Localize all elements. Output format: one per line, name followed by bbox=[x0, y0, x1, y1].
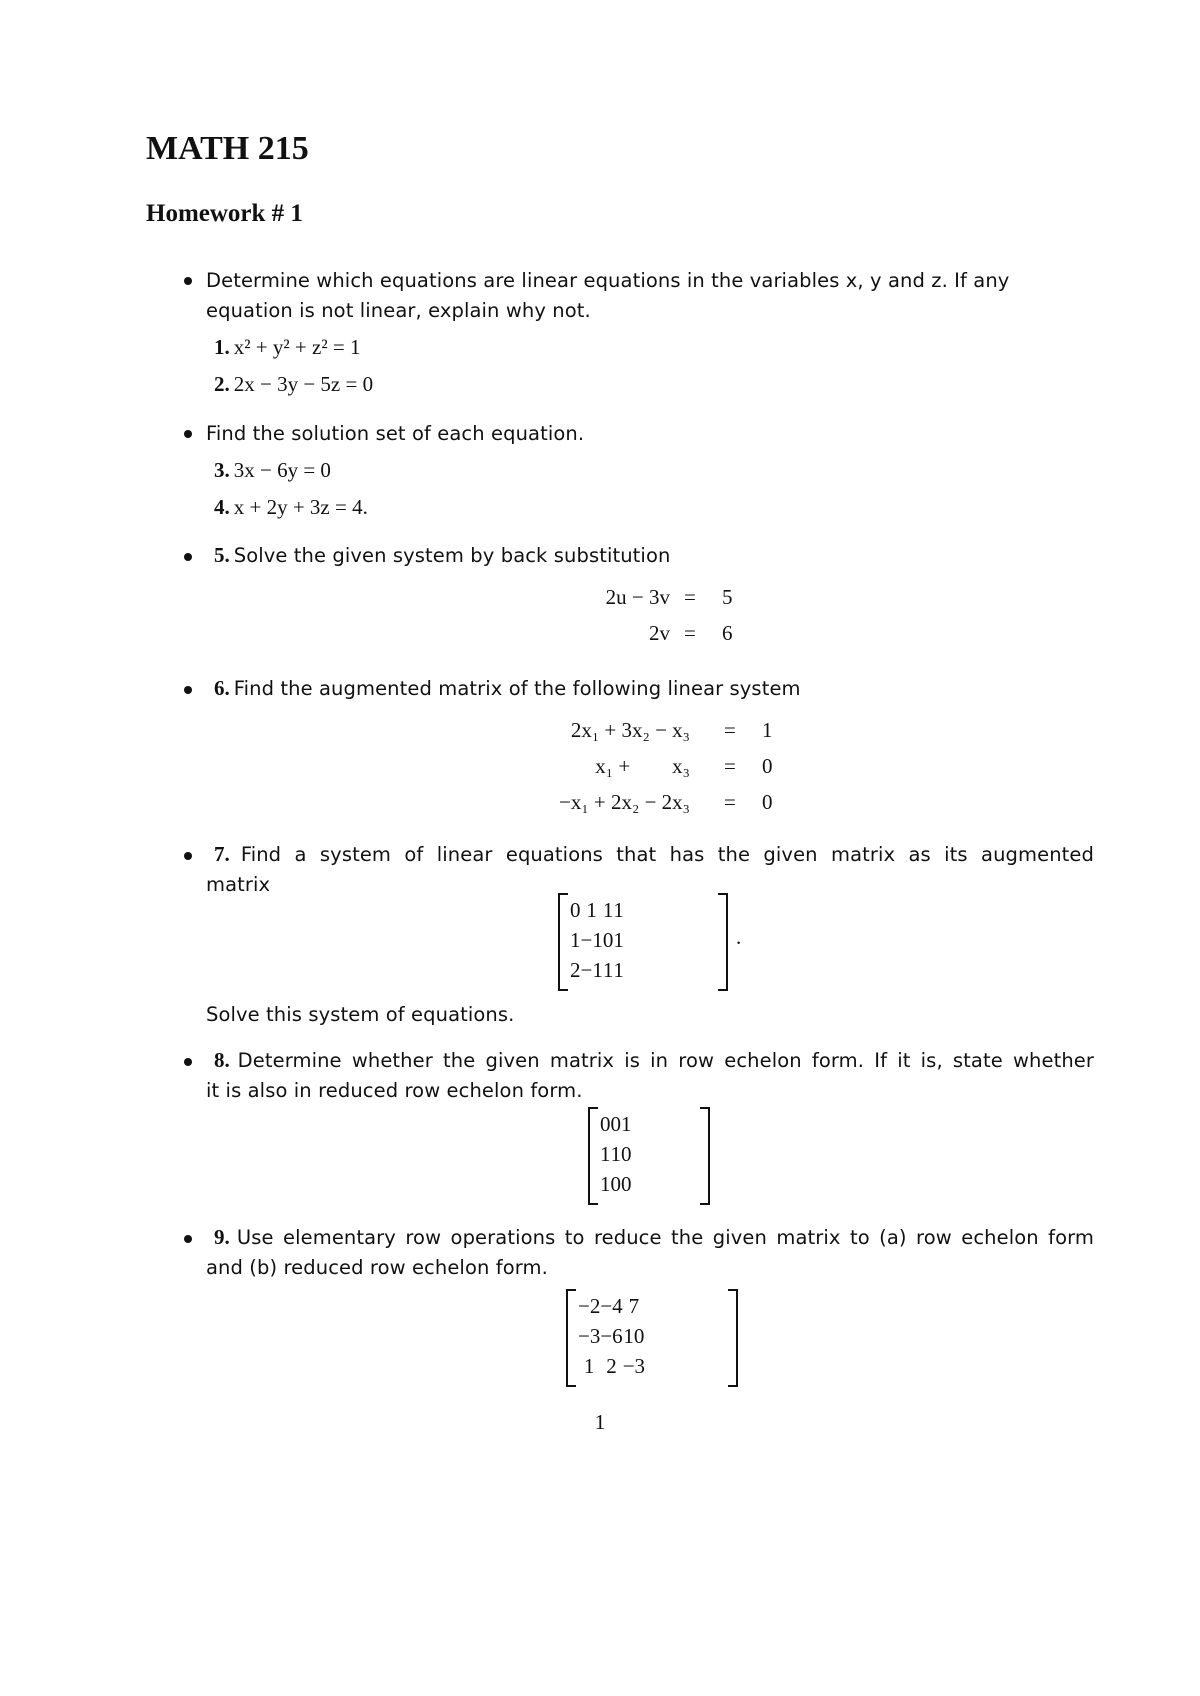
section-1-line-1: Determine which equations are linear equations in the variables x, y and z. If any bbox=[206, 269, 1010, 292]
system-row bbox=[520, 754, 773, 790]
matrix-row bbox=[600, 1169, 632, 1199]
section-1-instruction bbox=[206, 266, 1094, 296]
matrix-cell: 0 bbox=[610, 1171, 621, 1196]
system-rhs: 1 bbox=[762, 718, 773, 742]
system-operator: = bbox=[724, 754, 736, 778]
exercise-5-prompt bbox=[214, 541, 670, 571]
equation: 2x − 3y − 5z = 0 bbox=[233, 372, 374, 396]
left-bracket bbox=[588, 1107, 598, 1205]
section-2-instruction: Find the solution set of each equation. bbox=[206, 422, 585, 445]
equation-system-5 bbox=[560, 585, 733, 657]
bullet-marker bbox=[184, 852, 192, 860]
exercise-7-followup: Solve this system of equations. bbox=[206, 1003, 515, 1026]
assignment-title: Homework # 1 bbox=[146, 200, 303, 227]
bullet-marker bbox=[184, 1235, 192, 1243]
exercise-4 bbox=[214, 495, 368, 520]
system-operator: = bbox=[724, 790, 736, 814]
matrix-cell: 0 bbox=[610, 1111, 621, 1136]
bullet-marker bbox=[184, 1058, 192, 1066]
system-lhs: 2v bbox=[649, 621, 670, 645]
matrix-cell: 1 bbox=[586, 897, 597, 922]
matrix-cell: 0 bbox=[570, 897, 581, 922]
matrix-row bbox=[600, 1109, 632, 1139]
matrix-table bbox=[570, 895, 624, 985]
bullet-marker bbox=[184, 430, 192, 438]
system-lhs: 2u − 3v bbox=[605, 585, 670, 609]
exercise-number: 5. bbox=[214, 543, 230, 567]
matrix-cell: 1 bbox=[602, 897, 614, 922]
matrix-row bbox=[578, 1291, 645, 1321]
matrix-row bbox=[570, 925, 624, 955]
matrix-cell: 7 bbox=[628, 1293, 640, 1318]
matrix-cell: 1 bbox=[621, 1111, 632, 1136]
exercise-number: 8. bbox=[214, 1048, 230, 1072]
exercise-text: Use elementary row operations to reduce the given matrix to (a) row echelon form bbox=[236, 1226, 1094, 1249]
matrix-cell: 1 bbox=[613, 927, 624, 952]
matrix-cell: 10 bbox=[623, 1323, 645, 1348]
system-operator: = bbox=[724, 718, 736, 742]
equation: x² + y² + z² = 1 bbox=[233, 335, 361, 359]
exercise-number: 6. bbox=[214, 676, 230, 700]
matrix-cell: −2 bbox=[578, 1293, 601, 1318]
system-row bbox=[560, 585, 733, 621]
exercise-text: Find a system of linear equations that has the given matrix as its augmented bbox=[240, 843, 1094, 866]
matrix-cell: 1 bbox=[613, 957, 624, 982]
system-rhs: 6 bbox=[722, 621, 733, 645]
exercise-number: 2. bbox=[214, 372, 230, 396]
exercise-text: Determine whether the given matrix is in row echelon form. If it is, state whether bbox=[237, 1049, 1095, 1072]
system-operator: = bbox=[684, 621, 696, 645]
equation: x + 2y + 3z = 4. bbox=[233, 495, 368, 519]
matrix-cell: 1 bbox=[613, 897, 624, 922]
matrix-9 bbox=[566, 1289, 738, 1387]
exercise-8-prompt bbox=[214, 1046, 1094, 1076]
exercise-1 bbox=[214, 335, 361, 360]
matrix-cell: 0 bbox=[600, 1111, 611, 1136]
matrix-cell: 0 bbox=[602, 927, 614, 952]
exercise-number: 4. bbox=[214, 495, 230, 519]
left-bracket bbox=[558, 893, 568, 991]
exercise-7-prompt bbox=[214, 840, 1094, 870]
system-lhs: 2x₁ + 3x₂ − x₃ bbox=[570, 718, 690, 742]
exercise-9-prompt-cont: and (b) reduced row echelon form. bbox=[206, 1256, 548, 1279]
right-bracket bbox=[700, 1107, 710, 1205]
exercise-3 bbox=[214, 458, 331, 483]
matrix-cell: 1 bbox=[602, 957, 614, 982]
matrix-cell: 2 bbox=[570, 957, 581, 982]
exercise-8-prompt-cont: it is also in reduced row echelon form. bbox=[206, 1079, 583, 1102]
matrix-cell: −1 bbox=[580, 957, 603, 982]
system-row bbox=[520, 790, 773, 826]
exercise-number: 7. bbox=[214, 842, 230, 866]
system-operator: = bbox=[684, 585, 696, 609]
system-lhs: x₁ + x₃ bbox=[595, 754, 690, 778]
equation-system-6 bbox=[520, 718, 773, 826]
matrix-row bbox=[578, 1351, 645, 1381]
system-row bbox=[520, 718, 773, 754]
matrix-cell: 0 bbox=[621, 1171, 632, 1196]
exercise-number: 3. bbox=[214, 458, 230, 482]
matrix-row bbox=[578, 1321, 645, 1351]
exercise-7-prompt-cont: matrix bbox=[206, 873, 271, 896]
exercise-text: Find the augmented matrix of the following linear system bbox=[233, 677, 801, 700]
system-row bbox=[560, 621, 733, 657]
left-bracket bbox=[566, 1289, 576, 1387]
right-bracket bbox=[728, 1289, 738, 1387]
matrix-cell: 1 bbox=[600, 1141, 611, 1166]
matrix-table bbox=[600, 1109, 632, 1199]
matrix-row bbox=[570, 955, 624, 985]
bullet-marker bbox=[184, 277, 192, 285]
page-number: 1 bbox=[594, 1410, 606, 1434]
system-rhs: 0 bbox=[762, 790, 773, 814]
matrix-row bbox=[600, 1139, 632, 1169]
matrix-cell: −6 bbox=[600, 1323, 623, 1348]
exercise-number: 1. bbox=[214, 335, 230, 359]
section-1-instruction-cont: equation is not linear, explain why not. bbox=[206, 299, 591, 322]
exercise-number: 9. bbox=[214, 1225, 230, 1249]
augmented-matrix-7 bbox=[558, 893, 728, 991]
exercise-text: Solve the given system by back substitution bbox=[233, 544, 671, 567]
equation: 3x − 6y = 0 bbox=[233, 458, 331, 482]
matrix-cell: −4 bbox=[600, 1293, 623, 1318]
matrix-cell: −3 bbox=[622, 1353, 646, 1378]
matrix-cell: 2 bbox=[606, 1353, 617, 1378]
matrix-cell: 1 bbox=[570, 927, 581, 952]
system-rhs: 5 bbox=[722, 585, 733, 609]
exercise-9-prompt bbox=[214, 1223, 1094, 1253]
matrix-cell: 1 bbox=[610, 1141, 621, 1166]
matrix-cell: 1 bbox=[583, 1353, 595, 1378]
bullet-marker bbox=[184, 686, 192, 694]
system-lhs: −x₁ + 2x₂ − 2x₃ bbox=[559, 790, 690, 814]
right-bracket bbox=[718, 893, 728, 991]
matrix-cell: −3 bbox=[578, 1323, 601, 1348]
matrix-table bbox=[578, 1291, 645, 1381]
system-rhs: 0 bbox=[762, 754, 773, 778]
bullet-marker bbox=[184, 553, 192, 561]
matrix-row bbox=[570, 895, 624, 925]
matrix-cell: −1 bbox=[580, 927, 603, 952]
matrix-trailing-period: . bbox=[736, 925, 742, 949]
matrix-cell: 1 bbox=[600, 1171, 611, 1196]
course-title: MATH 215 bbox=[146, 130, 309, 167]
matrix-cell: 0 bbox=[621, 1141, 632, 1166]
exercise-6-prompt bbox=[214, 674, 801, 704]
exercise-2 bbox=[214, 372, 373, 397]
matrix-8 bbox=[588, 1107, 710, 1205]
